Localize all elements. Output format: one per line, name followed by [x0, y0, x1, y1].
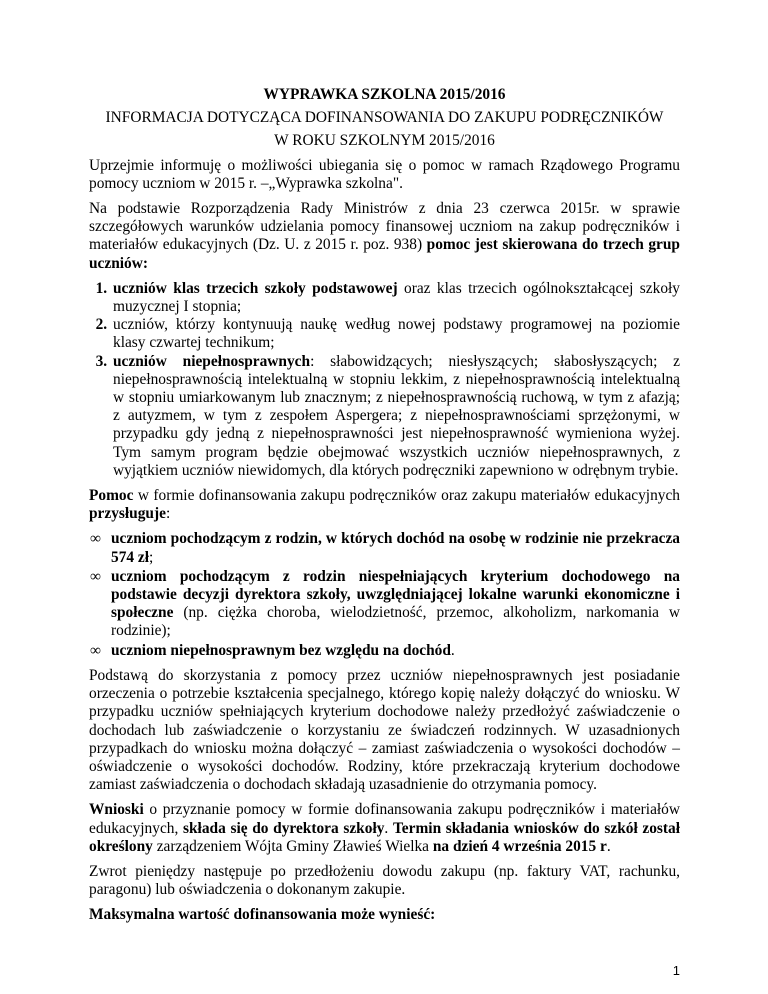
student-groups-list [89, 280, 680, 480]
list-item-bold: uczniów niepełnosprawnych [113, 352, 311, 370]
legal-basis-text: Na podstawie Rozporządzenia Rady Ministrów z dnia 23 czerwca 2015r. w sprawie szczegółowych warunków udzielania pomocy finansowej uczniom na zakup podręczników i materiałów edukacyjnych (Dz. U. z 2015 r. poz. 938) [89, 200, 680, 254]
applications-text: . [606, 837, 611, 855]
refund-paragraph: Zwrot pieniędzy następuje po przedłożeniu dowodu zakupu (np. faktury VAT, rachunku, paragonu) lub oświadczenia o dokonanym zakupie. [89, 862, 680, 899]
list-item-bold: uczniów klas trzecich szkoły podstawowej [113, 279, 398, 297]
list-item-bold: uczniom pochodzącym z rodzin, w których dochód na osobę w rodzinie nie przekracza 574 zł [111, 530, 680, 566]
applications-paragraph [89, 801, 680, 856]
list-item-text: oraz klas trzecich ogólnokształcącej szkoły muzycznej I stopnia; [113, 279, 680, 316]
legal-basis-bold: pomoc jest skierowana do trzech grup uczniów: [89, 236, 680, 272]
list-item-text: ; [149, 548, 154, 566]
applications-text: . [384, 819, 393, 837]
intro-paragraph: Uprzejmie informuję o możliwości ubiegania się o pomoc w ramach Rządowego Programu pomocy uczniom w 2015 r. –„Wyprawka szkolna". [89, 156, 680, 192]
list-item-bold: uczniom niepełnosprawnym bez względu na dochód [111, 641, 451, 659]
bullet-icon: ∞ [90, 530, 101, 548]
page-number: 1 [672, 963, 680, 978]
applications-bold: Termin składania wniosków do szkół został określony [89, 819, 681, 855]
eligibility-bold: przysługuje [89, 505, 166, 523]
legal-basis-paragraph [89, 200, 680, 273]
eligibility-text: : [165, 505, 171, 523]
list-item-bold: uczniom pochodzącym z rodzin niespełniających kryterium dochodowego na podstawie decyzji dyrektora szkoły, uwzględniającej lokalne warunki ekonomiczne i społeczne [111, 567, 680, 622]
document-subtitle: INFORMACJA DOTYCZĄCA DOFINANSOWANIA DO ZAKUPU PODRĘCZNIKÓW [105, 109, 664, 127]
max-amount-bold: Maksymalna wartość dofinansowania może wynieść: [89, 906, 436, 924]
list-item [111, 353, 680, 480]
applications-bold: składa się do dyrektora szkoły [183, 819, 385, 837]
list-item-text: . [450, 641, 455, 659]
document-title: WYPRAWKA SZKOLNA 2015/2016 [263, 86, 506, 103]
applications-bold: na dzień 4 września 2015 r [432, 837, 607, 855]
list-item [111, 316, 680, 352]
max-amount-heading [89, 906, 680, 924]
bullet-icon: ∞ [90, 641, 101, 659]
document-subtitle-year: W ROKU SZKOLNYM 2015/2016 [274, 132, 495, 150]
eligibility-list [89, 530, 680, 659]
list-item [89, 642, 680, 660]
list-item [89, 530, 680, 566]
eligibility-text: w formie dofinansowania zakupu podręczników oraz zakupu materiałów edukacyjnych [133, 487, 680, 505]
applications-text: o przyznanie pomocy w formie dofinansowania zakupu podręczników i materiałów edukacyjnych, [89, 801, 680, 837]
list-item-text: : słabowidzących; niesłyszących; słabosłyszących; z niepełnosprawnością intelektualną w stopniu lekkim, z niepełnosprawnością intelektualną w stopniu umiarkowanym lub znacznym; z niepełnosprawnością ruchową, w tym z afazją; z autyzmem, w tym z zespołem Aspergera; z niepełnosprawnościami sprzężonymi, w przypadku gdy jedną z niepełnosprawności jest niepełnosprawność wymieniona wyżej. Tym samym program będzie obejmować wszystkich uczniów niepełnosprawnych, z wyjątkiem uczniów niewidomych, dla których podręczniki zapewniono w odrębnym trybie. [113, 352, 681, 479]
eligibility-bold: Pomoc [89, 487, 134, 505]
list-item-text: uczniów, którzy kontynuują naukę według nowej podstawy programowej na poziomie klasy czwartej technikum; [113, 316, 680, 352]
applications-text: zarządzeniem Wójta Gminy Zławieś Wielka [152, 837, 433, 855]
eligibility-paragraph [89, 487, 680, 523]
applications-bold: Wnioski [89, 801, 144, 819]
list-item [89, 568, 680, 641]
documents-paragraph: Podstawą do skorzystania z pomocy przez uczniów niepełnosprawnych jest posiadanie orzeczenia o potrzebie kształcenia specjalnego, którego kopię należy dołączyć do wniosku. W przypadku uczniów spełniających kryterium dochodowe należy przedłożyć zaświadczenie o dochodach lub zaświadczenie o korzystaniu ze świadczeń rodzinnych. W uzasadnionych przypadkach do wniosku można dołączyć – zamiast zaświadczenia o wysokości dochodów – oświadczenie o wysokości dochodów. Rodziny, które przekraczają kryterium dochodowe zamiast zaświadczenia o dochodach składają uzasadnienie do otrzymania pomocy. [89, 666, 680, 794]
list-item-text: (np. ciężka choroba, wielodzietność, przemoc, alkoholizm, narkomania w rodzinie); [111, 604, 680, 640]
bullet-icon: ∞ [90, 567, 101, 585]
list-item [111, 280, 680, 316]
